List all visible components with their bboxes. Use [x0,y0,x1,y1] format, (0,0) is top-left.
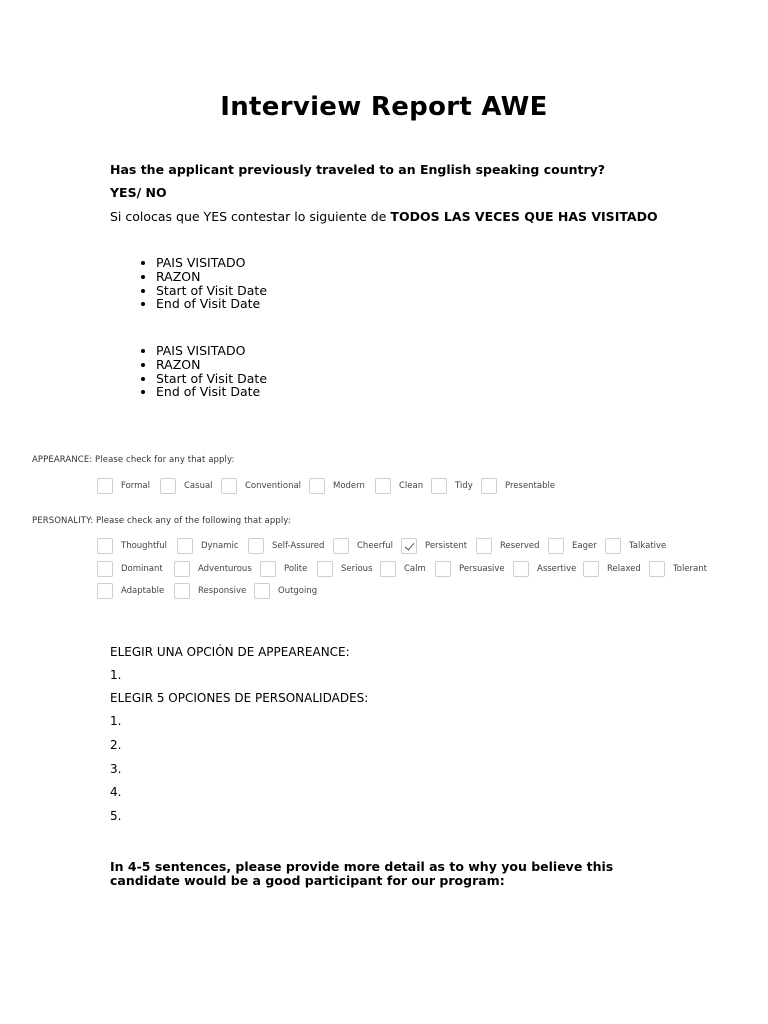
travel-question: Has the applicant previously traveled to an English speaking country? [110,162,606,177]
checkbox[interactable] [254,583,270,599]
checkbox[interactable] [333,538,349,554]
checkbox[interactable] [317,561,333,577]
checkbox[interactable] [248,538,264,554]
personality-option-assertive[interactable] [513,560,576,578]
personality-option-adventurous[interactable] [174,560,252,578]
visit-list-2 [110,344,267,399]
appearance-option-casual[interactable] [160,477,213,495]
option-label: Talkative [629,541,667,551]
option-label: Persistent [425,541,468,551]
personality-option-eager[interactable] [548,537,597,555]
yes-no-answer: YES/ NO [110,185,167,200]
personality-option-dynamic[interactable] [177,537,239,555]
checkbox[interactable] [481,478,497,494]
instruction [110,209,658,224]
appearance-option-clean[interactable] [375,477,423,495]
option-label: Presentable [505,481,556,491]
option-label: Polite [284,564,308,574]
checkbox[interactable] [583,561,599,577]
option-label: Persuasive [459,564,505,574]
personality-option-tolerant[interactable] [649,560,707,578]
personality-option-thoughtful[interactable] [97,537,167,555]
checkbox[interactable] [177,538,193,554]
option-label: Dominant [121,564,163,574]
list-item: • Start of Visit Date [156,372,267,386]
option-label: Formal [121,481,150,491]
checkbox[interactable] [174,583,190,599]
personality-option-relaxed[interactable] [583,560,641,578]
personality-selection-number: 3. [110,762,122,776]
appearance-option-formal[interactable] [97,477,150,495]
personality-option-talkative[interactable] [605,537,666,555]
option-label: Cheerful [357,541,394,551]
option-label: Adventurous [198,564,252,574]
checkbox[interactable] [513,561,529,577]
list-item: • PAIS VISITADO [156,256,267,270]
personality-selection-number: 1. [110,714,122,728]
visit-list-1 [110,256,267,311]
list-item: • End of Visit Date [156,297,267,311]
final-question: In 4-5 sentences, please provide more detail as to why you believe this candidate would be a good participant for our program: [110,859,614,888]
option-label: Tolerant [673,564,707,574]
option-label: Assertive [537,564,577,574]
checkbox[interactable] [548,538,564,554]
option-label: Dynamic [201,541,239,551]
personality-option-persuasive[interactable] [435,560,505,578]
checkbox[interactable] [97,583,113,599]
option-label: Calm [404,564,426,574]
option-label: Self-Assured [272,541,325,551]
instruction-prefix: Si colocas que YES contestar lo siguiente de [110,209,391,224]
checkbox[interactable] [380,561,396,577]
personality-option-outgoing[interactable] [254,582,317,600]
checkbox[interactable] [649,561,665,577]
checkbox[interactable] [97,561,113,577]
checkbox[interactable] [476,538,492,554]
list-item: • Start of Visit Date [156,284,267,298]
personality-option-dominant[interactable] [97,560,163,578]
checkbox[interactable] [260,561,276,577]
list-item: • PAIS VISITADO [156,344,267,358]
personality-option-polite[interactable] [260,560,307,578]
list-item: • End of Visit Date [156,385,267,399]
checkbox[interactable] [375,478,391,494]
option-label: Clean [399,481,424,491]
option-label: Conventional [245,481,302,491]
checkbox[interactable] [97,538,113,554]
personality-option-reserved[interactable] [476,537,540,555]
checkbox-checked[interactable] [401,538,417,554]
option-label: Tidy [455,481,473,491]
option-label: Outgoing [278,586,318,596]
option-label: Relaxed [607,564,641,574]
checkbox[interactable] [97,478,113,494]
checkbox[interactable] [605,538,621,554]
checkbox[interactable] [431,478,447,494]
personality-selection-number: 5. [110,809,122,823]
personality-selection-number: 2. [110,738,122,752]
personality-label: PERSONALITY: Please check any of the following that apply: [32,516,291,526]
option-label: Reserved [500,541,540,551]
option-label: Casual [184,481,213,491]
personality-selection-number: 4. [110,785,122,799]
personality-option-responsive[interactable] [174,582,246,600]
option-label: Eager [572,541,597,551]
instruction-emphasis: TODOS LAS VECES QUE HAS VISITADO [390,209,658,224]
personality-option-self-assured[interactable] [248,537,324,555]
option-label: Modern [333,481,365,491]
checkbox[interactable] [221,478,237,494]
option-label: Thoughtful [121,541,168,551]
personality-option-calm[interactable] [380,560,426,578]
page-title: Interview Report AWE [220,92,548,122]
checkbox[interactable] [435,561,451,577]
option-label: Serious [341,564,373,574]
list-item: • RAZON [156,358,267,372]
personality-option-persistent[interactable] [401,537,467,555]
appearance-label: APPEARANCE: Please check for any that apply: [32,455,235,465]
appearance-selection-number: 1. [110,668,122,682]
personality-option-cheerful[interactable] [333,537,393,555]
appearance-selection-heading: ELEGIR UNA OPCIÓN DE APPEAREANCE: [110,645,350,659]
checkbox[interactable] [160,478,176,494]
personality-option-adaptable[interactable] [97,582,164,600]
checkbox[interactable] [174,561,190,577]
option-label: Responsive [198,586,247,596]
list-item: • RAZON [156,270,267,284]
appearance-option-modern[interactable] [309,477,365,495]
personality-selection-heading: ELEGIR 5 OPCIONES DE PERSONALIDADES: [110,691,369,705]
appearance-option-presentable[interactable] [481,477,555,495]
personality-option-serious[interactable] [317,560,373,578]
appearance-option-conventional[interactable] [221,477,301,495]
appearance-option-tidy[interactable] [431,477,473,495]
option-label: Adaptable [121,586,165,596]
checkbox[interactable] [309,478,325,494]
